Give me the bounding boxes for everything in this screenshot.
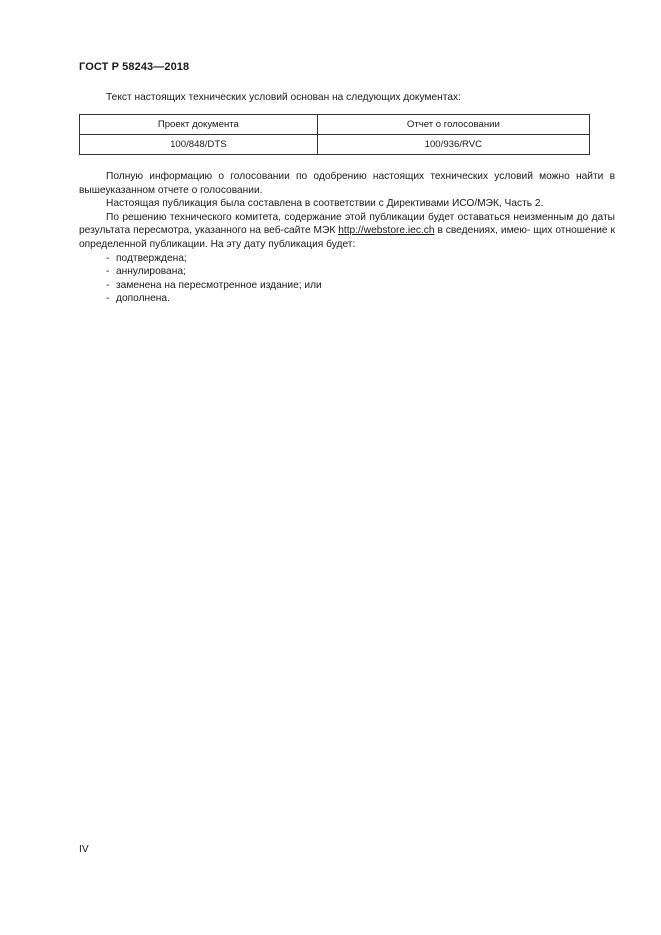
list-item-text: аннулирована; bbox=[116, 266, 186, 278]
list-item bbox=[106, 265, 615, 279]
paragraph-voting-info: Полную информацию о голосовании по одобрению настоящих технических условий можно найти в вышеуказанном отчете о голосовании. bbox=[79, 171, 615, 196]
list-item bbox=[106, 292, 615, 306]
paragraph-directives: Настоящая публикация была составлена в соответствии с Директивами ИСО/МЭК, Часть 2. bbox=[106, 198, 544, 210]
outcome-list bbox=[79, 252, 615, 306]
paragraph-revision-start: По решению технического комитета, содержание этой публикации будет оставаться неизменным до даты результата пересмотра, указанного на веб-сайте МЭК bbox=[79, 211, 615, 237]
webstore-link[interactable]: http://webstore.iec.ch bbox=[338, 225, 435, 237]
table-header-row bbox=[80, 115, 590, 135]
list-item bbox=[106, 279, 615, 293]
intro-text: Текст настоящих технических условий основан на следующих документах: bbox=[106, 92, 461, 103]
table-header-cell: Проект документа bbox=[80, 115, 318, 135]
list-dash: - bbox=[106, 266, 110, 278]
list-dash: - bbox=[106, 293, 110, 305]
paragraph-revision-end: в сведениях, имею- щих отношение к определенной публикации. На эту дату публикация будет: bbox=[79, 225, 615, 250]
table-header-cell: Отчет о голосовании bbox=[317, 115, 589, 135]
list-item bbox=[106, 252, 615, 266]
body-text bbox=[79, 170, 615, 306]
table-cell: 100/936/RVC bbox=[317, 135, 589, 155]
list-item-text: подтверждена; bbox=[116, 252, 187, 264]
list-item-text: дополнена. bbox=[116, 293, 170, 305]
table-row bbox=[80, 135, 590, 155]
table-cell: 100/848/DTS bbox=[80, 135, 318, 155]
list-dash: - bbox=[106, 252, 110, 264]
page-number: IV bbox=[79, 844, 89, 855]
list-dash: - bbox=[106, 279, 110, 291]
paragraph-revision bbox=[79, 211, 615, 252]
list-item-text: заменена на пересмотренное издание; или bbox=[116, 279, 322, 291]
documents-table bbox=[79, 114, 590, 155]
document-header: ГОСТ Р 58243—2018 bbox=[79, 61, 190, 73]
